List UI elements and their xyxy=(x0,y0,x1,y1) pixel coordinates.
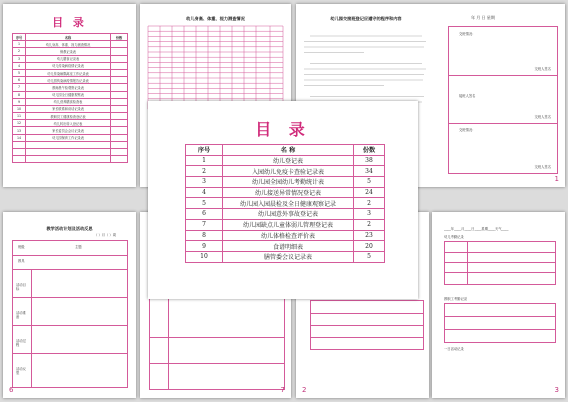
toc-back-empty-cell xyxy=(26,149,111,156)
toc-back-cell-no: 4 xyxy=(13,62,26,69)
daily-attendance-box xyxy=(444,241,556,285)
toc-front-cell-name: 膳管委会议记录表 xyxy=(223,251,354,262)
toc-back-cell-no: 5 xyxy=(13,69,26,76)
sheet6-title: 教学活动计划及活动反思 xyxy=(46,226,93,231)
toc-front-row xyxy=(186,251,385,262)
toc-front-row xyxy=(186,155,385,166)
toc-back-col-qty: 份数 xyxy=(111,34,128,41)
plan-divider-2 xyxy=(13,325,127,326)
toc-back-cell-no: 6 xyxy=(13,77,26,84)
toc-back-cell-name: 教师晨午检观察记录表 xyxy=(26,84,111,91)
daily-staff-div-2 xyxy=(445,329,555,330)
handover-sign-2: 交班人签名 xyxy=(534,114,551,119)
plan-row-tools xyxy=(13,255,127,270)
toc-front-cell-no: 9 xyxy=(186,241,223,252)
toc-front-row xyxy=(186,241,385,252)
toc-back-row xyxy=(13,98,128,105)
toc-front-cell-name: 幼儿接送异常情况登记表 xyxy=(223,187,354,198)
toc-front-cell-name: 幼儿园入园晨检及全日健康观察记录 xyxy=(223,198,354,209)
toc-front-col-no: 序号 xyxy=(186,145,223,156)
handover-row-1 xyxy=(449,27,557,76)
plan-label-process: 活动过程 xyxy=(16,339,26,347)
page-number-1: 1 xyxy=(554,175,559,183)
toc-back-empty-cell xyxy=(13,141,26,148)
toc-back-table xyxy=(12,33,128,163)
sheet-toc-back xyxy=(3,4,136,187)
toc-back-cell-name: 幼儿传染病疫情记录表 xyxy=(26,62,111,69)
toc-back-row xyxy=(13,69,128,76)
toc-back-empty-cell xyxy=(26,141,111,148)
toc-front-cell-qty: 2 xyxy=(354,219,385,230)
daily-staff-box xyxy=(444,303,556,343)
handover-label-3: 交班情况： xyxy=(459,128,476,132)
daily-att-col xyxy=(467,242,468,284)
toc-back-cell-no: 12 xyxy=(13,120,26,127)
toc-front-col-qty: 份数 xyxy=(354,145,385,156)
toc-back-row xyxy=(13,84,128,91)
toc-back-row xyxy=(13,91,128,98)
toc-front-cell-name: 幼儿园意外事故登记表 xyxy=(223,209,354,220)
toc-front-cell-qty: 38 xyxy=(354,155,385,166)
toc-front-cell-qty: 34 xyxy=(354,166,385,177)
toc-back-cell-no: 2 xyxy=(13,48,26,55)
plan-label-goal: 活动目标 xyxy=(16,283,26,291)
plan-divider-1 xyxy=(13,297,127,298)
toc-back-cell-no: 9 xyxy=(13,98,26,105)
daily-staff-div-1 xyxy=(445,316,555,317)
toc-back-empty-cell xyxy=(26,156,111,163)
toc-back-cell-name: 幼儿园保育工作记录表 xyxy=(26,134,111,141)
plan-label-reflect: 活动反思 xyxy=(16,367,26,375)
toc-front-cell-qty: 3 xyxy=(354,209,385,220)
toc-back-row xyxy=(13,55,128,62)
toc-back-row xyxy=(13,62,128,69)
toc-front-cell-no: 2 xyxy=(186,166,223,177)
toc-front-table xyxy=(185,144,385,263)
toc-back-col-no: 序号 xyxy=(13,34,26,41)
toc-back-cell-name: 保教记录表 xyxy=(26,48,111,55)
toc-back-empty-cell xyxy=(13,149,26,156)
page7-div-2 xyxy=(150,363,284,364)
toc-back-cell-no: 14 xyxy=(13,134,26,141)
plan-label-tools: 教具 xyxy=(18,259,25,263)
toc-front-cell-qty: 20 xyxy=(354,241,385,252)
toc-front-row xyxy=(186,198,385,209)
page2-div-2 xyxy=(311,325,423,326)
toc-back-row xyxy=(13,134,128,141)
toc-back-cell-name: 幼儿园传染病疫情报告记录表 xyxy=(26,77,111,84)
toc-front-cell-no: 8 xyxy=(186,230,223,241)
toc-back-cell-name: 幼儿园全日健康观察表 xyxy=(26,91,111,98)
daily-att-div-1 xyxy=(445,252,555,253)
toc-back-cell-qty xyxy=(111,41,128,48)
toc-back-cell-qty xyxy=(111,127,128,134)
toc-back-cell-qty xyxy=(111,55,128,62)
toc-front-cell-no: 3 xyxy=(186,177,223,188)
toc-back-cell-name: 幼儿营养膳食检查表 xyxy=(26,98,111,105)
toc-front-cell-qty: 23 xyxy=(354,230,385,241)
toc-front-cell-name: 幼儿园缺点儿童体弱儿管理登记表 xyxy=(223,219,354,230)
plan-label-class: 班级 xyxy=(18,245,25,249)
toc-back-row xyxy=(13,105,128,112)
toc-front-cell-no: 5 xyxy=(186,198,223,209)
toc-back-cell-qty xyxy=(111,120,128,127)
sheet-toc-front xyxy=(148,101,418,299)
toc-back-cell-name: 幼儿转出转入登记表 xyxy=(26,120,111,127)
toc-back-cell-qty xyxy=(111,62,128,69)
daily-label-activity: 一日活动记录 xyxy=(444,347,464,351)
page-number-7: 7 xyxy=(280,386,285,394)
toc-back-row xyxy=(13,48,128,55)
toc-front-cell-qty: 2 xyxy=(354,198,385,209)
toc-back-cell-name: 家长联系和谈话记录表 xyxy=(26,105,111,112)
toc-front-cell-no: 10 xyxy=(186,251,223,262)
toc-back-cell-name: 幼儿膳食记录表 xyxy=(26,55,111,62)
toc-back-cell-name: 教职员工健康检查登记表 xyxy=(26,113,111,120)
toc-front-cell-name: 入园幼儿免疫卡查验记录表 xyxy=(223,166,354,177)
page7-div-1 xyxy=(150,337,284,338)
teaching-plan-box xyxy=(12,240,128,388)
toc-back-empty-cell xyxy=(111,156,128,163)
plan-divider-3 xyxy=(13,353,127,354)
toc-back-cell-no: 7 xyxy=(13,84,26,91)
toc-back-cell-no: 11 xyxy=(13,113,26,120)
sheet3-title: 幼儿园交接班登记应遵守的程序和内容 xyxy=(330,16,402,21)
handover-label-1: 交班情况： xyxy=(459,32,476,36)
page2-box xyxy=(310,300,424,350)
toc-front-row xyxy=(186,166,385,177)
toc-front-cell-qty: 5 xyxy=(354,251,385,262)
toc-back-cell-qty xyxy=(111,84,128,91)
toc-back-cell-qty xyxy=(111,105,128,112)
daily-label-attendance: 幼儿考勤记录 xyxy=(444,235,464,239)
toc-front-cell-no: 1 xyxy=(186,155,223,166)
toc-front-row xyxy=(186,187,385,198)
toc-back-empty-row xyxy=(13,149,128,156)
daily-att-div-2 xyxy=(445,262,555,263)
toc-back-cell-qty xyxy=(111,77,128,84)
toc-front-cell-name: 幼儿体格检查评价表 xyxy=(223,230,354,241)
plan-label-prep: 活动准备 xyxy=(16,311,26,319)
handover-label-2: 接班人签名 xyxy=(459,94,476,98)
toc-back-cell-qty xyxy=(111,134,128,141)
handover-sign-1: 交班人签名 xyxy=(534,66,551,71)
toc-back-row xyxy=(13,127,128,134)
sheet2-title: 幼儿身高、体重、视力测查情况 xyxy=(186,16,245,21)
handover-form-box xyxy=(448,26,558,174)
toc-back-cell-qty xyxy=(111,98,128,105)
toc-back-cell-qty xyxy=(111,48,128,55)
toc-back-cell-no: 3 xyxy=(13,55,26,62)
page2-div-1 xyxy=(311,313,423,314)
toc-back-row xyxy=(13,77,128,84)
handover-date-line: 年 月 日 星期 xyxy=(471,15,495,20)
handover-row-2 xyxy=(449,75,557,124)
toc-front-cell-no: 4 xyxy=(186,187,223,198)
handover-sign-3: 交班人签名 xyxy=(534,164,551,169)
page2-div-3 xyxy=(311,337,423,338)
toc-front-cell-name: 幼儿园全园幼儿考勤统计表 xyxy=(223,177,354,188)
toc-back-cell-qty xyxy=(111,69,128,76)
toc-back-row xyxy=(13,120,128,127)
toc-back-cell-no: 1 xyxy=(13,41,26,48)
toc-back-empty-cell xyxy=(111,149,128,156)
daily-date-line: ____年____月____日____星期____天气____ xyxy=(444,227,509,231)
toc-front-cell-no: 7 xyxy=(186,219,223,230)
toc-front-row xyxy=(186,219,385,230)
toc-back-empty-cell xyxy=(13,156,26,163)
daily-label-staff: 教职工考勤记录 xyxy=(444,297,468,301)
toc-front-row xyxy=(186,177,385,188)
toc-front-col-name: 名 称 xyxy=(223,145,354,156)
daily-att-div-3 xyxy=(445,272,555,273)
toc-front-cell-name: 食谱明细表 xyxy=(223,241,354,252)
toc-front-cell-qty: 24 xyxy=(354,187,385,198)
sheet-teaching-plan xyxy=(3,212,136,398)
toc-back-title: 目 录 xyxy=(52,16,87,29)
handover-row-3 xyxy=(449,123,557,173)
toc-back-cell-qty xyxy=(111,91,128,98)
toc-front-row xyxy=(186,209,385,220)
toc-front-row xyxy=(186,230,385,241)
page-number-2: 2 xyxy=(302,386,307,394)
toc-back-col-name: 名称 xyxy=(26,34,111,41)
toc-back-cell-name: 幼儿身高、体重、视力测查情况 xyxy=(26,41,111,48)
toc-back-empty-row xyxy=(13,156,128,163)
plan-row-class xyxy=(13,241,127,256)
page-number-3: 3 xyxy=(554,386,559,394)
plan-label-topic: 主题 xyxy=(75,245,82,249)
toc-back-cell-no: 10 xyxy=(13,105,26,112)
toc-back-empty-row xyxy=(13,141,128,148)
sheet6-week-line: （ ）月（ ）周 xyxy=(94,233,116,237)
toc-back-empty-cell xyxy=(111,141,128,148)
toc-front-cell-qty: 5 xyxy=(354,177,385,188)
toc-back-row xyxy=(13,41,128,48)
toc-front-title: 目 录 xyxy=(255,120,311,139)
toc-back-row xyxy=(13,113,128,120)
toc-front-header-row xyxy=(186,145,385,156)
toc-back-cell-qty xyxy=(111,113,128,120)
toc-back-cell-no: 13 xyxy=(13,127,26,134)
sheet-daily-log xyxy=(432,212,565,398)
toc-front-cell-name: 幼儿登记表 xyxy=(223,155,354,166)
page-number-6: 6 xyxy=(9,386,14,394)
toc-back-cell-no: 8 xyxy=(13,91,26,98)
toc-back-cell-name: 幼儿传染病隔离室工作记录表 xyxy=(26,69,111,76)
toc-front-cell-no: 6 xyxy=(186,209,223,220)
toc-back-cell-name: 家长委员会会议记录表 xyxy=(26,127,111,134)
